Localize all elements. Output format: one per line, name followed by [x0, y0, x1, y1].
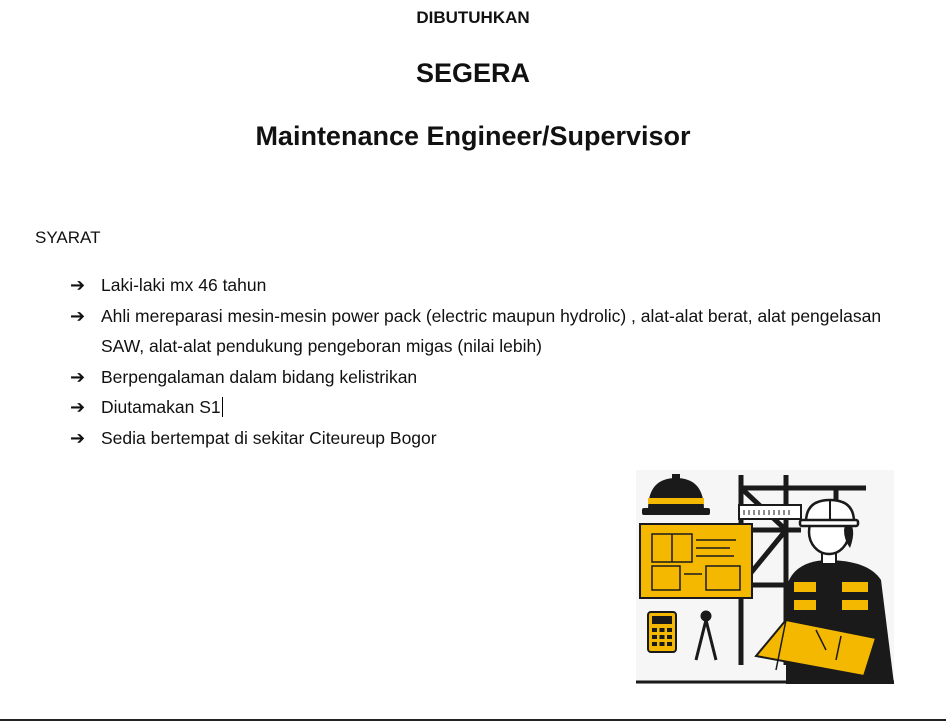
arrow-bullet-icon: ➔ — [70, 305, 86, 326]
arrow-bullet-icon: ➔ — [70, 397, 86, 417]
requirement-text-wrap — [101, 392, 910, 423]
requirement-text: Laki-laki mx 46 tahun — [101, 275, 267, 295]
arrow-bullet-icon: ➔ — [70, 275, 86, 295]
header-segera: SEGERA — [415, 58, 531, 88]
list-item — [70, 301, 910, 362]
list-item — [70, 423, 910, 454]
requirement-text: Diutamakan S1 — [101, 397, 221, 417]
requirement-text: Berpengalaman dalam bidang kelistrikan — [101, 366, 418, 387]
calculator-icon — [648, 612, 676, 652]
requirement-text: Ahli mereparasi mesin-mesin power pack (electric maupun hydrolic) , alat-alat berat, alat pengelasan SAW, alat-alat pendukung pengeboran migas (nilai lebih) — [101, 305, 882, 356]
blueprint-icon — [640, 524, 752, 598]
engineer-illustration — [636, 470, 894, 684]
requirements-label: SYARAT — [35, 228, 101, 247]
arrow-bullet-icon: ➔ — [70, 366, 86, 387]
page-bottom-divider — [0, 719, 946, 721]
list-item — [70, 270, 910, 301]
arrow-bullet-icon: ➔ — [70, 427, 86, 448]
list-item — [70, 362, 910, 393]
sign-board-icon — [739, 505, 801, 519]
text-cursor — [222, 397, 223, 417]
requirement-text: Sedia bertempat di sekitar Citeureup Bogor — [101, 427, 437, 448]
list-item — [70, 392, 910, 423]
job-title: Maintenance Engineer/Supervisor — [255, 121, 691, 151]
requirements-list — [70, 270, 910, 453]
header-dibutuhkan: DIBUTUHKAN — [416, 8, 530, 27]
